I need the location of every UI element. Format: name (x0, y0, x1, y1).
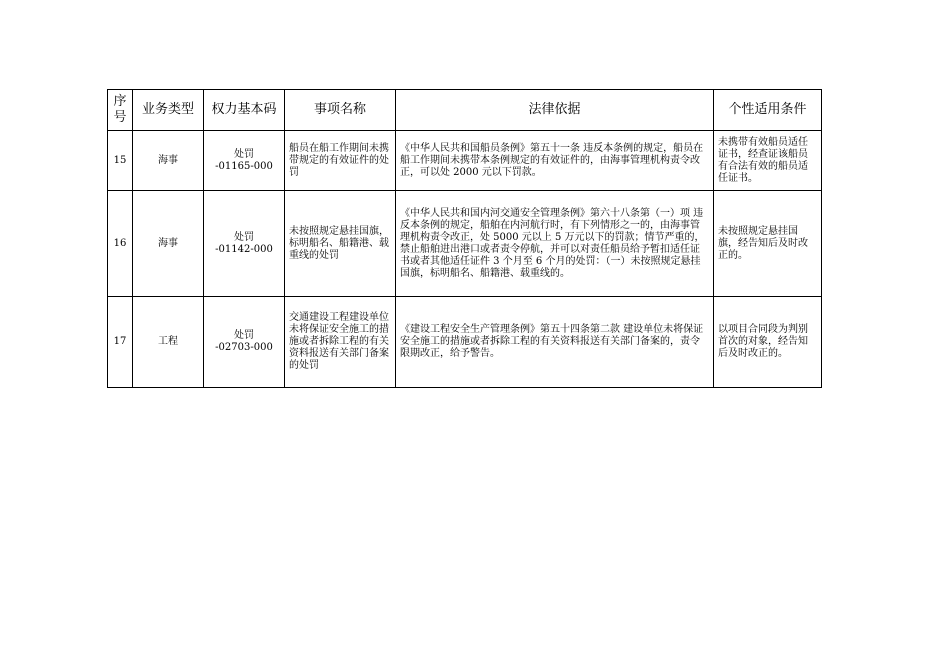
table-row (108, 131, 822, 191)
cell-power-code (204, 131, 285, 191)
cell-business-type: 海事 (133, 191, 204, 297)
cell-seq: 17 (108, 297, 133, 388)
cell-business-type: 工程 (133, 297, 204, 388)
header-row (108, 90, 822, 131)
cell-legal-basis: 《建设工程安全生产管理条例》第五十四条第二款 建设单位未将保证安全施工的措施或者拆除工程的有关资料报送有关部门备案的，责令限期改正，给予警告。 (396, 297, 714, 388)
cell-business-type: 海事 (133, 131, 204, 191)
power-code-line1: 处罚 (234, 148, 254, 160)
cell-item-name: 船员在船工作期间未携带规定的有效证件的处罚 (285, 131, 396, 191)
power-code-line2: -02703-000 (215, 342, 273, 353)
header-conditions: 个性适用条件 (714, 90, 822, 131)
header-legal-basis: 法律依据 (396, 90, 714, 131)
table-row (108, 297, 822, 388)
cell-power-code (204, 191, 285, 297)
cell-legal-basis: 《中华人民共和国内河交通安全管理条例》第六十八条第（一）项 违反本条例的规定，船舶在内河航行时，有下列情形之一的，由海事管理机构责令改正，处 5000 元以上 5 万元以下的罚款；情节严重的，禁止船舶进出港口或者责令停航，并可以对责任船员给予暂扣适任证书或者其他适任证件 3 个月至 6 个月的处罚：（一）未按照规定悬挂国旗，标明船名、船籍港、载重线的。 (396, 191, 714, 297)
power-code-line2: -01165-000 (215, 160, 273, 172)
cell-item-name: 未按照规定悬挂国旗，标明船名、船籍港、载重线的处罚 (285, 191, 396, 297)
power-code-line1: 处罚 (234, 231, 254, 243)
cell-seq: 16 (108, 191, 133, 297)
regulation-table (107, 89, 822, 388)
table-row (108, 191, 822, 297)
header-power-code: 权力基本码 (204, 90, 285, 131)
header-seq: 序号 (108, 90, 133, 131)
cell-item-name: 交通建设工程建设单位未将保证安全施工的措施或者拆除工程的有关资料报送有关部门备案的处罚 (285, 297, 396, 388)
cell-conditions: 未携带有效船员适任证书，经查证该船员有合法有效的船员适任证书。 (714, 131, 822, 191)
cell-conditions: 未按照规定悬挂国旗，经告知后及时改正的。 (714, 191, 822, 297)
power-code-line1: 处罚 (234, 330, 254, 341)
cell-legal-basis: 《中华人民共和国船员条例》第五十一条 违反本条例的规定，船员在船工作期间未携带本条例规定的有效证件的，由海事管理机构责令改正，可以处 2000 元以下罚款。 (396, 131, 714, 191)
header-business-type: 业务类型 (133, 90, 204, 131)
cell-power-code (204, 297, 285, 388)
cell-seq: 15 (108, 131, 133, 191)
power-code-line2: -01142-000 (215, 243, 273, 255)
header-item-name: 事项名称 (285, 90, 396, 131)
cell-conditions: 以项目合同段为判别首次的对象，经告知后及时改正的。 (714, 297, 822, 388)
